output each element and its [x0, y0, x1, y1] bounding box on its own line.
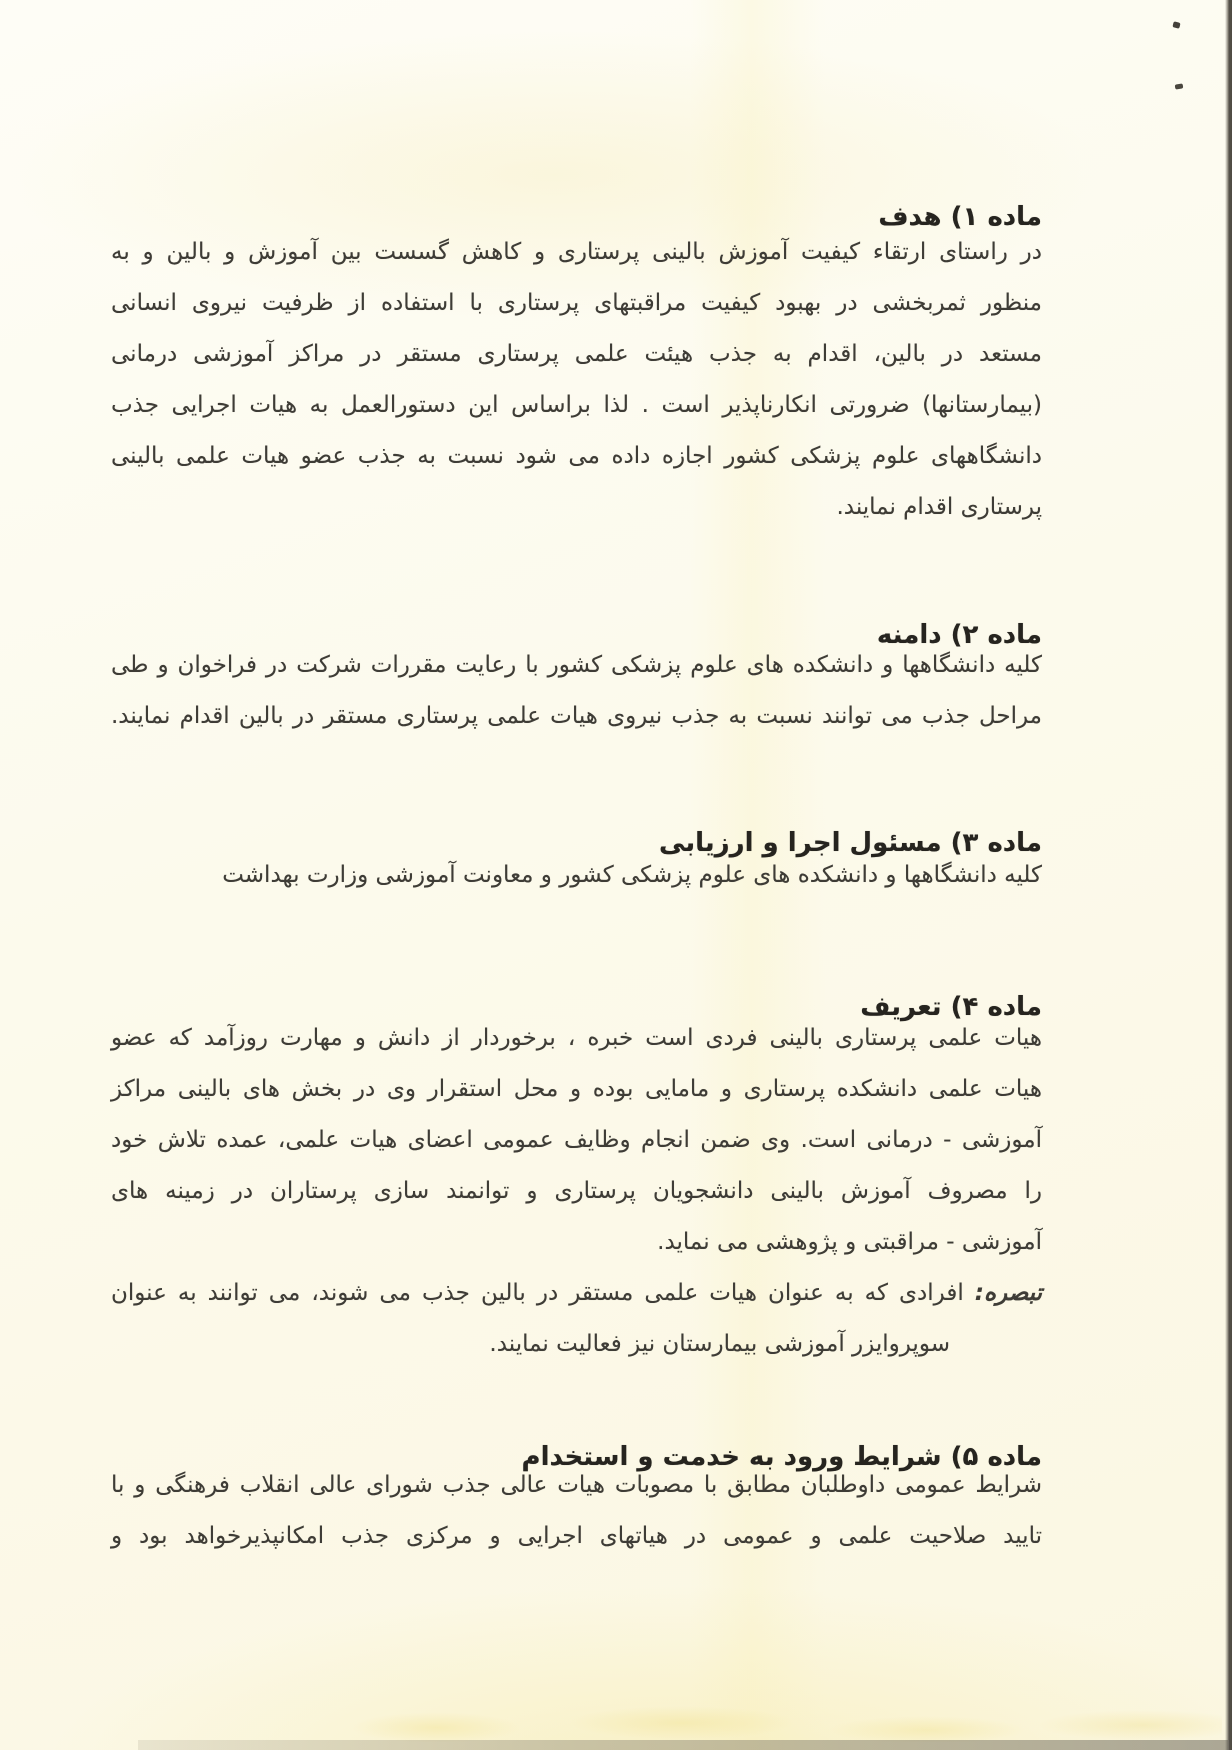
article-3-body [111, 850, 1042, 901]
text-line: شرایط عمومی داوطلبان مطابق با مصوبات هیات عالی جذب شورای عالی انقلاب فرهنگی و با [111, 1472, 1042, 1498]
text-line: دانشگاههای علوم پزشکی کشور اجازه داده می شود نسبت به جذب عضو هیات علمی بالینی [111, 443, 1042, 469]
text-line: در راستای ارتقاء کیفیت آموزش بالینی پرستاری و کاهش گسست بین آموزش و بالین و به [111, 239, 1042, 265]
text-line: هیات علمی پرستاری بالینی فردی است خبره ، برخوردار از دانش و مهارت روزآمد که عضو [111, 1025, 1042, 1051]
text-line: منظور ثمربخشی در بهبود کیفیت مراقبتهای پرستاری با استفاده از ظرفیت نیروی انسانی [111, 290, 1042, 316]
text-line: مستعد در بالین، اقدام به جذب هیئت علمی پرستاری مستقر در مراکز آموزشی درمانی [111, 341, 1042, 367]
text-line: آموزشی - مراقبتی و پژوهشی می نماید. [657, 1229, 1042, 1255]
scan-texture-bottom [240, 1694, 1222, 1742]
article-4-body [111, 1013, 1042, 1370]
article-2-body [111, 640, 1042, 742]
article-5-heading: ماده ۵) شرایط ورود به خدمت و استخدام [521, 1441, 1042, 1472]
article-3-heading: ماده ۳) مسئول اجرا و ارزیابی [659, 827, 1042, 858]
text-line: هیات علمی دانشکده پرستاری و مامایی بوده و محل استقرار وی در بخش های بالینی مراکز [111, 1076, 1042, 1102]
article-1-body [111, 227, 1042, 533]
page-edge-right [1225, 0, 1232, 1750]
text-line: سوپروایزر آموزشی بیمارستان نیز فعالیت نمایند. [489, 1331, 950, 1357]
article-5-body [111, 1460, 1042, 1562]
text-line: کلیه دانشگاهها و دانشکده های علوم پزشکی کشور با رعایت مقررات شرکت در فراخوان و طی [111, 652, 1042, 678]
text-line: مراحل جذب می توانند نسبت به جذب نیروی هیات علمی پرستاری مستقر در بالین اقدام نمایند. [111, 703, 1042, 729]
note-text: افرادی که به عنوان هیات علمی مستقر در بالین جذب می شوند، می توانند به عنوان [111, 1280, 975, 1306]
article-4-heading: ماده ۴) تعریف [860, 991, 1042, 1022]
note-line [111, 1268, 1042, 1319]
scan-speck [1175, 83, 1184, 89]
text-line: (بیمارستانها) ضرورتی انکارناپذیر است . لذا براساس این دستورالعمل به هیات اجرایی جذب [111, 392, 1042, 418]
page-edge-bottom [138, 1740, 1228, 1750]
text-line: تایید صلاحیت علمی و عمومی در هیاتهای اجرایی و مرکزی جذب امکانپذیرخواهد بود و [111, 1523, 1042, 1549]
text-line: کلیه دانشگاهها و دانشکده های علوم پزشکی کشور و معاونت آموزشی وزارت بهداشت [222, 862, 1042, 888]
text-line: را مصروف آموزش بالینی دانشجویان پرستاری و توانمند سازی پرستاران در زمینه های [111, 1178, 1042, 1204]
article-1-heading: ماده ۱) هدف [878, 201, 1042, 232]
text-line: پرستاری اقدام نمایند. [836, 494, 1042, 520]
note-label: تبصره: [974, 1280, 1042, 1306]
scan-speck [1172, 21, 1180, 29]
text-line: آموزشی - درمانی است. وی ضمن انجام وظایف عمومی اعضای هیات علمی، عمده تلاش خود [111, 1127, 1042, 1153]
article-2-heading: ماده ۲) دامنه [876, 619, 1042, 650]
